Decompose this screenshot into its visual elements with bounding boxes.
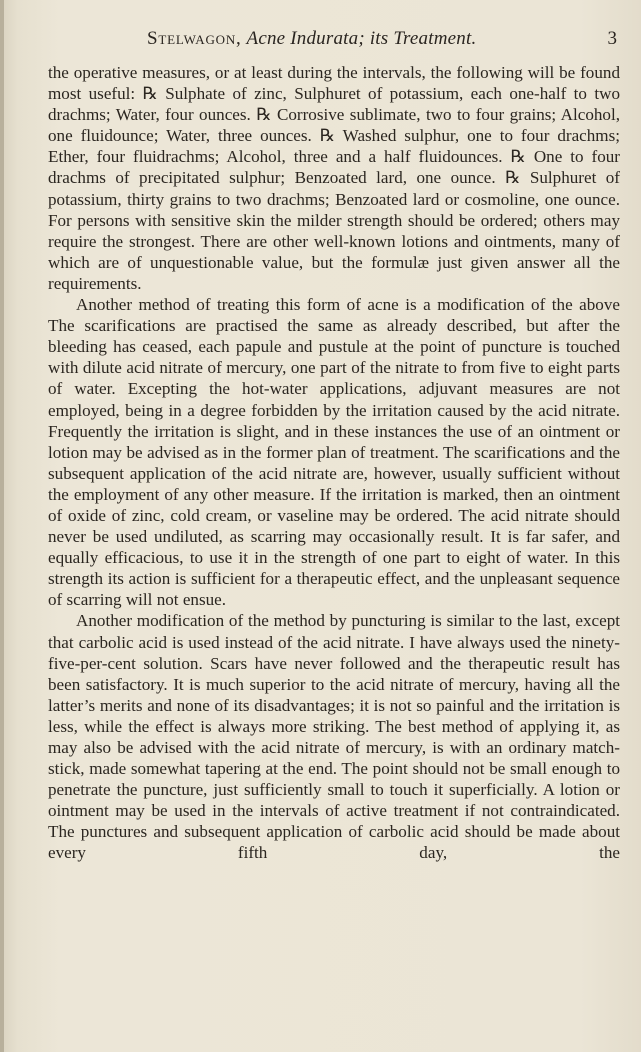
paragraph-acid-nitrate: Another method of treating this form of acne is a modification of the above The scarifications are practised the same as already described, but after the bleeding has ceased, each papule and pustule at the point of puncture is touched with dilute acid nitrate of mercury, one part of the nitrate to from five to eight parts of water. Excepting the hot-water applications, adjuvant measures are not employed, being in a degree forbidden by the irritation caused by the acid nitrate. Frequently the irritation is slight, and in these instances the use of an ointment or lotion may be advised as in the former plan of treatment. The scarifications and the subsequent application of the acid nitrate are, however, usually sufficient without the employment of any other measure. If the irritation is marked, then an ointment of oxide of zinc, cold cream, or vaseline may be ordered. The acid nitrate should never be used undiluted, as scarring may occasionally result. It is far safer, and equally efficacious, to use it in the strength of one part to eight of water. In this strength its action is sufficient for a therapeutic effect, and the unpleasant sequence of scarring will not ensue. [48,295,620,610]
running-head-title: Acne Indurata; its Treatment. [246,28,477,49]
running-head-author: Stelwagon, [147,28,242,49]
paragraph-carbolic-acid: Another modification of the method by puncturing is similar to the last, except that carbolic acid is used instead of the acid nitrate. I have always used the ninety-five-per-cent solution. Scars have never followed and the therapeutic result has been satisfactory. It is much superior to the acid nitrate of mercury, having all the latter’s merits and none of its disadvantages; it is not so painful and the irritation is less, while the effect is always more striking. The best method of applying it, as may also be advised with the acid nitrate of mercury, is with an ordinary match-stick, made somewhat tapering at the end. The point should not be small enough to penetrate the puncture, just sufficiently small to touch it superficially. A lotion or ointment may be used in the intervals of active treatment if not contraindicated. The punctures and subsequent application of carbolic acid should be made about every fifth day, the [48,611,620,863]
body-text [48,62,620,864]
page-number: 3 [607,28,617,49]
page-spine-edge [0,0,4,1052]
running-head [147,28,476,50]
paragraph-continuation: the operative measures, or at least during the intervals, the following will be found most useful: ℞ Sulphate of zinc, Sulphuret of potassium, each one-half to two drachms; Water, four ounces. ℞ Corrosive sublimate, two to four grains; Alcohol, one fluidounce; Water, three ounces. ℞ Washed sulphur, one to four drachms; Ether, four fluidrachms; Alcohol, three and a half fluidounces. ℞ One to four drachms of precipitated sulphur; Benzoated lard, one ounce. ℞ Sulphuret of potassium, thirty grains to two drachms; Benzoated lard or cosmoline, one ounce. For persons with sensitive skin the milder strength should be ordered; others may require the strongest. There are other well-known lotions and ointments, many of which are of unquestionable value, but the formulæ just given answer all the requirements. [48,63,620,293]
page-header [0,28,641,54]
